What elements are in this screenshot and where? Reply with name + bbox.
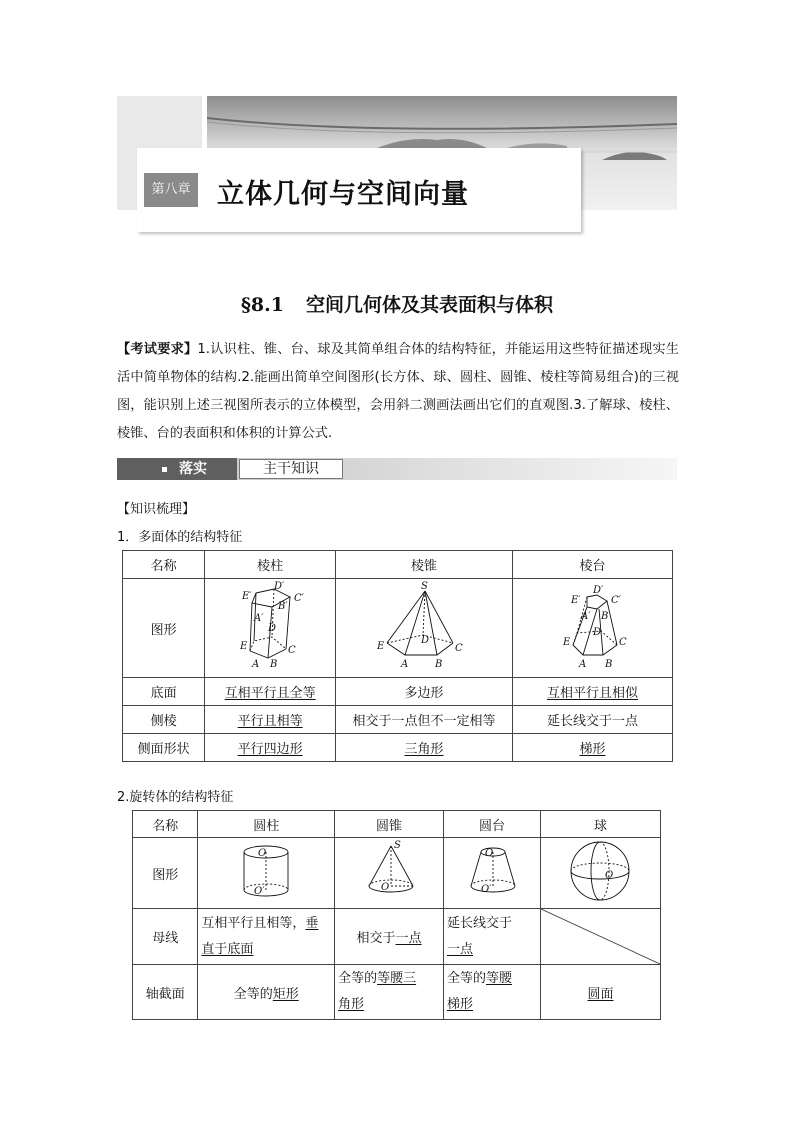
frustum-figure-cell — [513, 579, 673, 678]
label-d: D — [268, 623, 277, 634]
label-b: B — [270, 659, 278, 670]
row-label: 侧面形状 — [123, 734, 205, 762]
section-title-text: 空间几何体及其表面积与体积 — [305, 294, 553, 316]
label-c: C — [618, 637, 627, 648]
chapter-tag: 第八章 — [144, 173, 198, 207]
pyramid-figure-cell — [336, 579, 513, 678]
sphere-figure-cell — [540, 838, 660, 909]
table-row — [123, 551, 673, 579]
label-a: A — [578, 659, 586, 670]
knowledge-heading: 【知识梳理】 — [117, 502, 196, 517]
section-title — [0, 290, 794, 317]
header-cell: 棱锥 — [336, 551, 513, 579]
cell-text: 多边形 — [336, 678, 513, 706]
section-bar-light-label: 主干知识 — [239, 459, 343, 479]
exam-requirements — [117, 336, 679, 448]
label-e1: E′ — [242, 591, 252, 602]
chapter-title: 立体几何与空间向量 — [217, 179, 469, 210]
header-cell: 棱台 — [513, 551, 673, 579]
revolution-heading: 2.旋转体的结构特征 — [117, 790, 234, 805]
label-top: O — [258, 848, 267, 859]
label-d: D — [592, 627, 601, 638]
figure-label: 图形 — [133, 838, 198, 909]
row-label: 侧棱 — [123, 706, 205, 734]
label-e: E — [562, 637, 570, 648]
frustum-figure-cell — [443, 838, 540, 909]
table-row — [133, 909, 661, 965]
label-a: A — [401, 659, 409, 670]
cell-text: 互相平行且相似 — [547, 686, 639, 701]
cell-text: 互相平行且相等，垂 直于底面 — [198, 909, 335, 965]
header-cell: 名称 — [123, 551, 205, 579]
cell-text: 延长线交于 一点 — [443, 909, 540, 965]
label-s: S — [421, 581, 428, 592]
table-row — [123, 734, 673, 762]
label-a1: A′ — [254, 613, 264, 624]
label-b: B — [435, 659, 443, 670]
label-d1: D′ — [592, 585, 603, 596]
label-c: C — [288, 645, 296, 656]
cell-text: 平行四边形 — [237, 742, 303, 757]
cylinder-figure — [206, 838, 326, 904]
label-e1: E′ — [570, 595, 581, 606]
label-d1: D′ — [274, 581, 285, 592]
figure-label: 图形 — [123, 579, 205, 678]
requirements-label: 【考试要求】 — [117, 342, 198, 357]
label-c: C — [455, 643, 463, 654]
polyhedra-heading: 1．多面体的结构特征 — [117, 530, 243, 545]
cell-text: 相交于一点但不一定相等 — [336, 706, 513, 734]
label-bottom: O′ — [480, 884, 492, 895]
table-row — [123, 706, 673, 734]
label-a: A — [252, 659, 260, 670]
table-row — [133, 811, 661, 838]
cell-text: 平行且相等 — [237, 714, 303, 729]
table-row — [123, 579, 673, 678]
label-bottom: O′ — [254, 886, 265, 897]
cell-text: 全等的等腰 梯形 — [443, 965, 540, 1020]
section-bar-dark-label: 落实 — [179, 461, 207, 477]
header-cell: 圆柱 — [198, 811, 335, 838]
label-a1: A′ — [580, 611, 591, 622]
pyramid-figure — [339, 579, 509, 673]
cell-text: 相交于一点 — [335, 909, 444, 965]
label-b: B — [604, 659, 612, 670]
label-e: E — [240, 641, 248, 652]
section-number: §8.1 — [240, 294, 284, 316]
cell-text: 梯形 — [579, 742, 606, 757]
header-cell: 球 — [540, 811, 660, 838]
label-top: O — [484, 848, 494, 859]
frustum-figure — [517, 579, 669, 673]
square-bullet-icon — [162, 467, 167, 472]
header-cell: 圆台 — [443, 811, 540, 838]
revolution-table — [132, 810, 661, 1020]
cell-text: 三角形 — [404, 742, 444, 757]
header-cell: 名称 — [133, 811, 198, 838]
cone-figure-cell — [335, 838, 444, 909]
prism-figure — [210, 579, 330, 673]
cell-text: 全等的等腰三 角形 — [335, 965, 444, 1020]
label-b1: B′ — [278, 601, 288, 612]
table-row — [123, 678, 673, 706]
label-s: S — [394, 840, 401, 851]
prism-figure-cell — [205, 579, 336, 678]
table-row — [133, 965, 661, 1020]
section-bar — [117, 458, 677, 480]
label-d: D — [421, 635, 430, 646]
row-label: 底面 — [123, 678, 205, 706]
table-row — [133, 838, 661, 909]
label-o: O — [381, 882, 390, 893]
label-e: E — [377, 641, 385, 652]
cell-text: 圆面 — [540, 965, 660, 1020]
label-c1: C′ — [294, 593, 305, 604]
requirements-text: 1.认识柱、锥、台、球及其简单组合体的结构特征，并能运用这些特征描述现实生活中简单物体的结构.2.能画出简单空间图形(长方体、球、圆柱、圆锥、棱柱等简易组合)的三视图，能识别上述三视图所表示的立体模型，会用斜二测画法画出它们的直观图.3.了解球、棱柱、棱锥、台的表面积和体积的计算公式. — [117, 342, 679, 441]
empty-diagonal-cell — [540, 909, 660, 965]
cone-figure — [339, 838, 439, 904]
polyhedra-table — [122, 550, 673, 762]
section-bar-dark — [117, 458, 237, 480]
cell-text: 全等的矩形 — [198, 965, 335, 1020]
frustum-figure — [447, 838, 537, 904]
cell-text: 互相平行且全等 — [224, 686, 316, 701]
cylinder-figure-cell — [198, 838, 335, 909]
diagonal-line — [541, 909, 660, 964]
label-o: O — [605, 870, 614, 881]
row-label: 轴截面 — [133, 965, 198, 1020]
cell-text: 延长线交于一点 — [513, 706, 673, 734]
sphere-figure — [545, 838, 655, 904]
row-label: 母线 — [133, 909, 198, 965]
header-cell: 棱柱 — [205, 551, 336, 579]
header-cell: 圆锥 — [335, 811, 444, 838]
label-c1: C′ — [610, 595, 621, 606]
label-b1: B — [600, 611, 608, 622]
